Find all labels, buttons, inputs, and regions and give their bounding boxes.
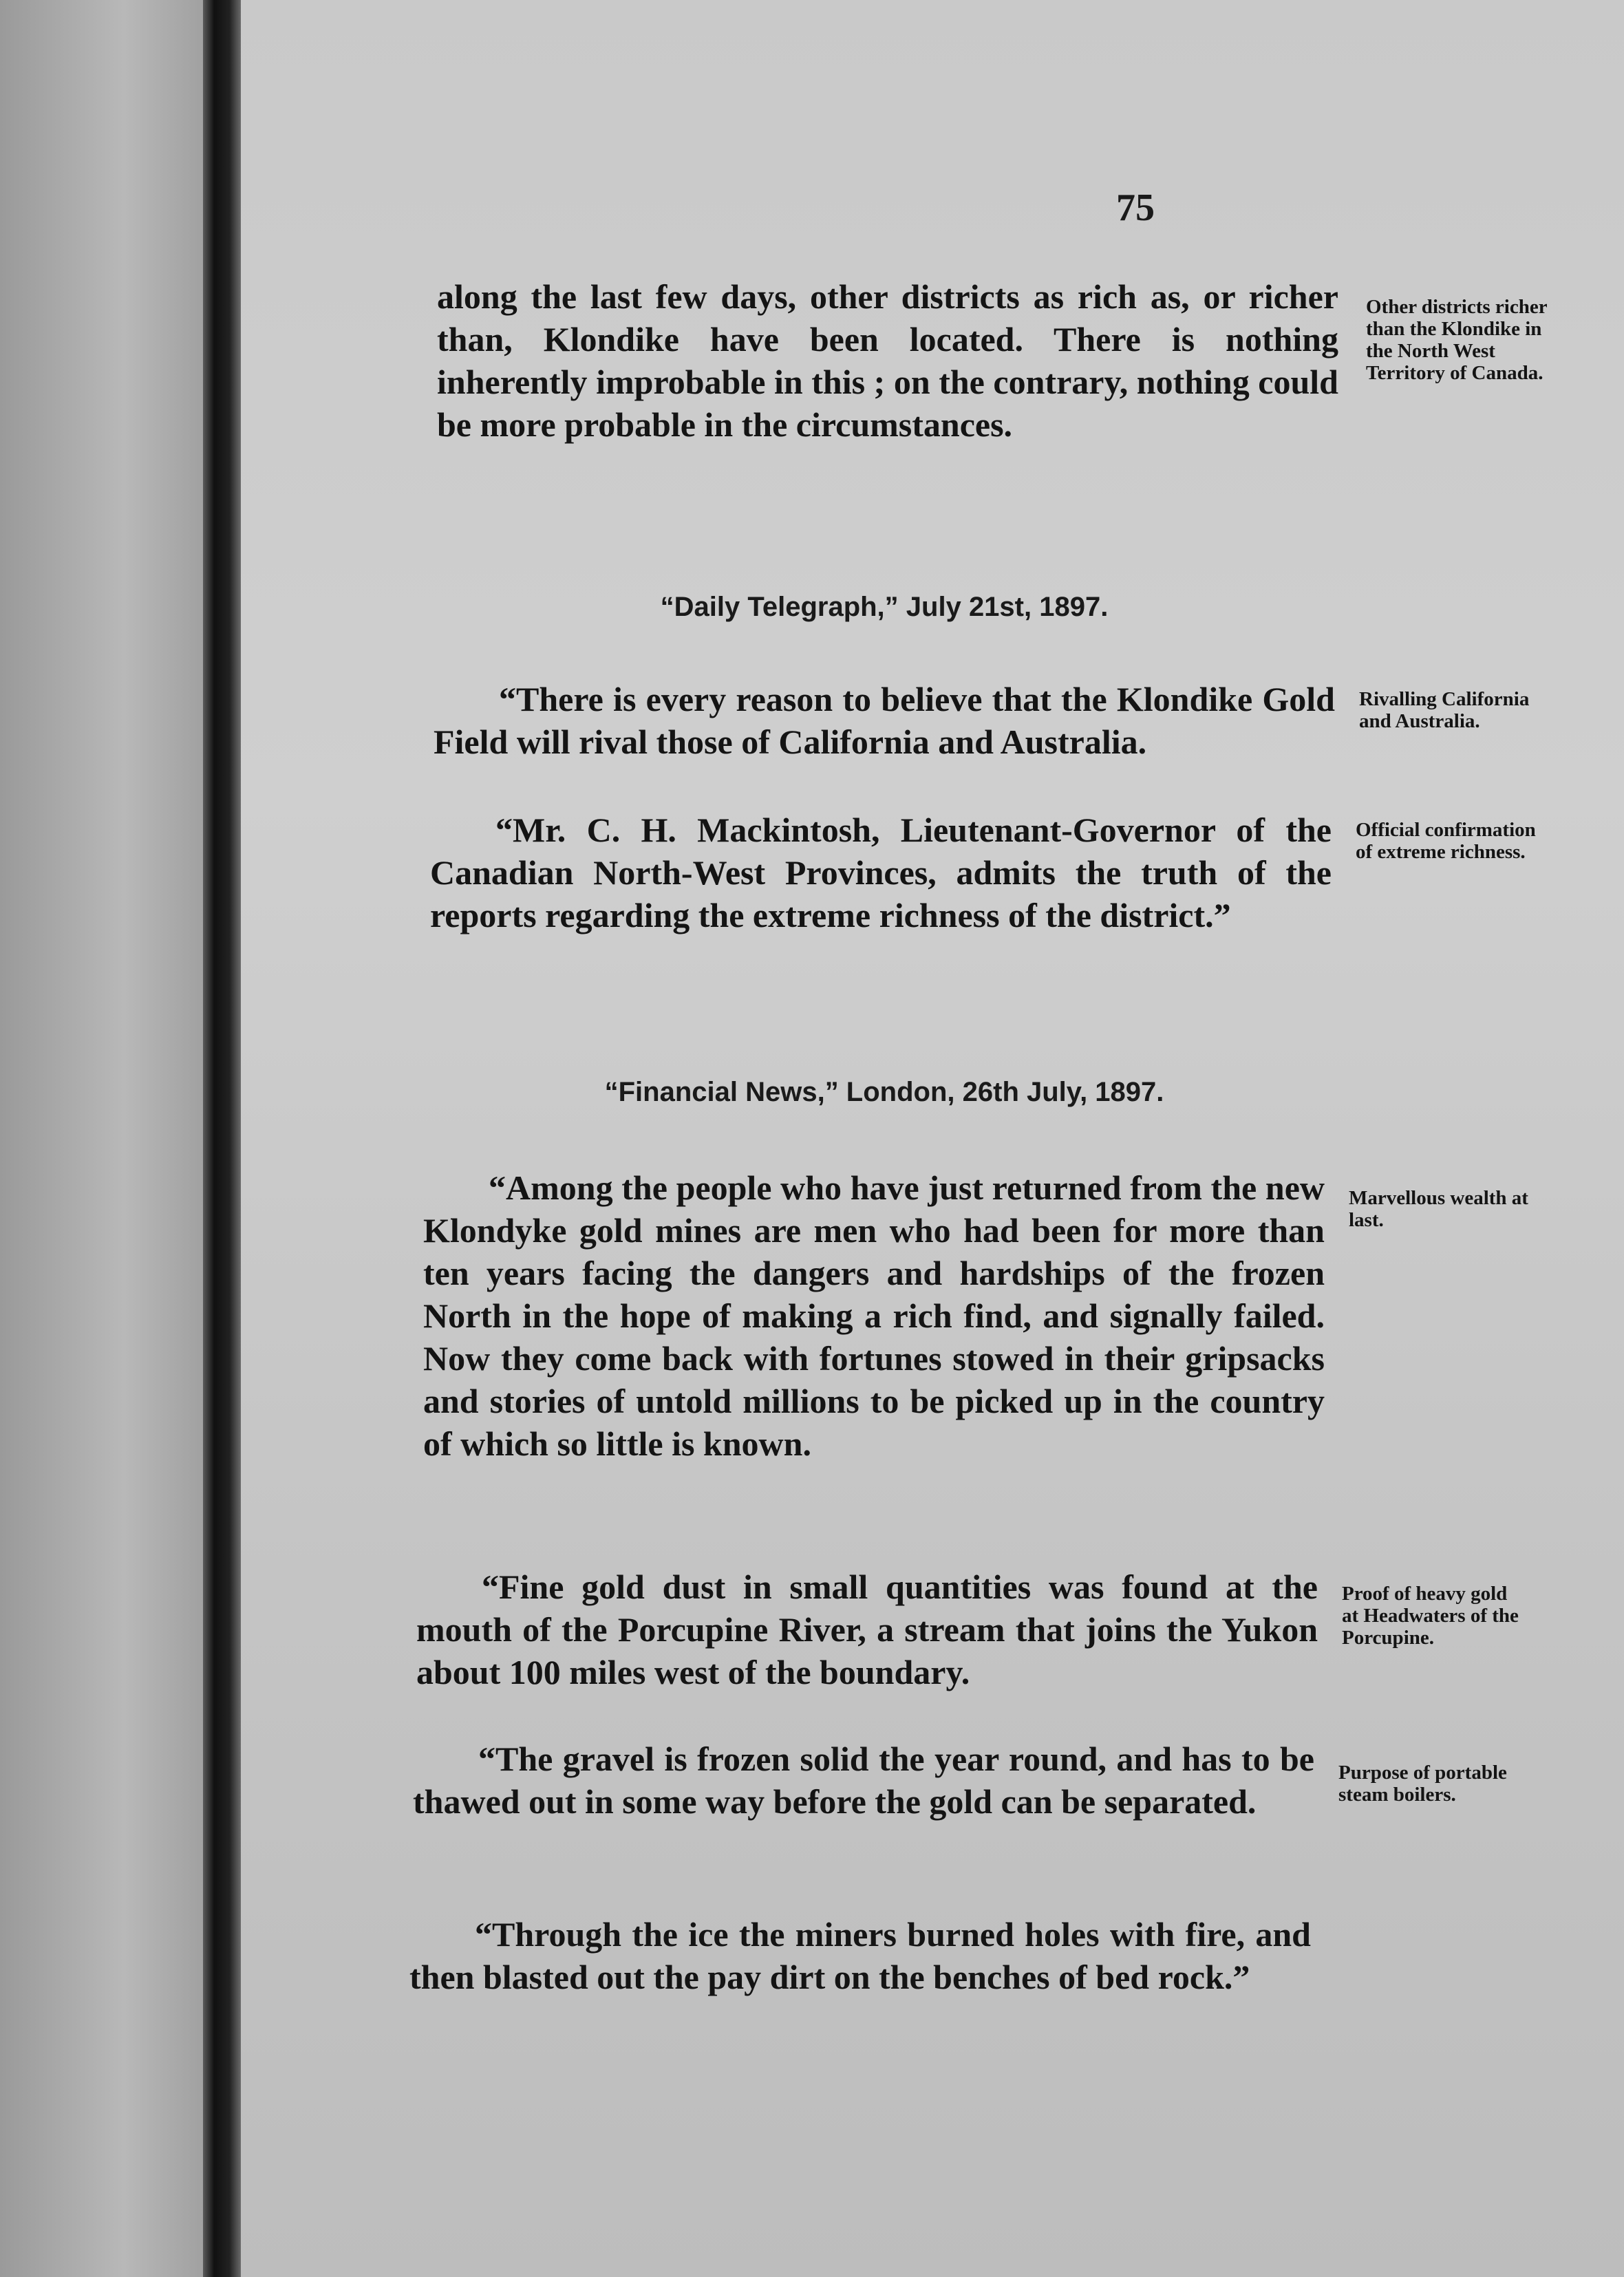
paragraph-6: “The gravel is frozen solid the year round, and has to be thawed out in some way before the gold can be separated. [413, 1740, 1314, 1821]
margin-note-5: Proof of heavy gold at Headwaters of the Porcupine. [1342, 1583, 1519, 1649]
margin-note-3: Official confirmation of extreme richness. [1356, 819, 1536, 863]
book-page [241, 0, 1624, 2277]
margin-note-6: Purpose of portable steam boilers. [1338, 1762, 1507, 1806]
margin-note-2: Rivalling California and Australia. [1359, 688, 1530, 732]
paragraph-7: “Through the ice the miners burned holes with fire, and then blasted out the pay dirt on the benches of bed rock.” [409, 1915, 1311, 1996]
heading-daily-telegraph: “Daily Telegraph,” July 21st, 1897. [660, 592, 1109, 622]
paragraph-5: “Fine gold dust in small quantities was found at the mouth of the Porcupine River, a stream that joins the Yukon about 100 miles west of the boundary. [416, 1568, 1318, 1691]
scan-left-margin [0, 0, 206, 2277]
page-number: 75 [1116, 186, 1155, 229]
heading-financial-news: “Financial News,” London, 26th July, 1897. [604, 1077, 1164, 1107]
margin-note-1: Other districts richer than the Klondike in the North West Territory of Canada. [1366, 296, 1548, 384]
paragraph-2: “There is every reason to believe that the Klondike Gold Field will rival those of California and Australia. [434, 680, 1335, 761]
margin-note-4: Marvellous wealth at last. [1349, 1187, 1528, 1231]
paragraph-3: “Mr. C. H. Mackintosh, Lieutenant-Governor of the Canadian North-West Provinces, admits the truth of the reports regarding the extreme richness of the district.” [430, 811, 1332, 934]
book-spine-shadow [203, 0, 241, 2277]
paragraph-1: along the last few days, other districts as rich as, or richer than, Klondike have been located. There is nothing inherently improbable in this ; on the contrary, nothing could be more probable in the circumstances. [437, 277, 1338, 444]
paragraph-4: “Among the people who have just returned from the new Klondyke gold mines are men who had been for more than ten years facing the dangers and hardships of the frozen North in the hope of making a rich find, and signally failed. Now they come back with fortunes stowed in their gripsacks and stories of untold millions to be picked up in the country of which so little is known. [423, 1168, 1325, 1463]
